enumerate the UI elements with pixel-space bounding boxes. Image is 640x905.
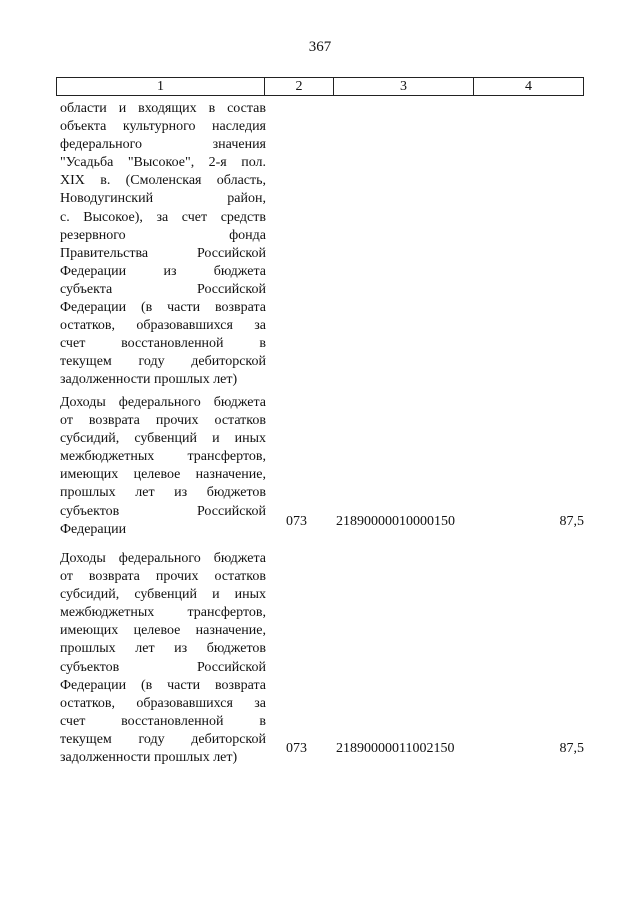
table-row-amount: 87,5 <box>559 741 584 756</box>
description-line: текущем году дебиторской <box>60 731 266 747</box>
description-line: федерального значения <box>60 137 266 153</box>
description-line: Правительства Российской <box>60 245 266 261</box>
description-line: Федерации (в части возврата <box>60 677 266 693</box>
description-line: счет восстановленной в <box>60 336 266 352</box>
description-line: области и входящих в состав <box>60 101 266 116</box>
description-line: от возврата прочих остатков <box>60 413 266 429</box>
description-line: задолженности прошлых лет) <box>60 750 238 766</box>
table-row-description <box>60 550 266 767</box>
description-line: резервного фонда <box>60 227 266 243</box>
description-line: задолженности прошлых лет) <box>60 372 238 388</box>
description-line: счет восстановленной в <box>60 713 266 729</box>
description-line: субъектов Российской <box>60 659 266 675</box>
table-row-kbk: 21890000011002150 <box>336 741 455 756</box>
table-row-description <box>60 394 266 539</box>
description-line: межбюджетных трансфертов, <box>60 449 266 465</box>
description-line: Федерации <box>60 521 127 537</box>
description-line: с. Высокое), за счет средств <box>60 209 266 225</box>
header-col-1: 1 <box>57 78 265 95</box>
description-line: Доходы федерального бюджета <box>60 395 266 410</box>
description-line: имеющих целевое назначение, <box>60 467 266 483</box>
table-header <box>56 77 584 96</box>
description-line: Федерации (в части возврата <box>60 300 266 316</box>
header-col-3: 3 <box>334 78 474 95</box>
description-line: субсидий, субвенций и иных <box>60 431 266 447</box>
description-line: субъектов Российской <box>60 503 266 519</box>
table-row-code: 073 <box>286 741 307 756</box>
header-col-2: 2 <box>265 78 334 95</box>
table-row-code: 073 <box>286 514 307 529</box>
description-line: прошлых лет из бюджетов <box>60 485 266 501</box>
table-row-description <box>60 100 266 390</box>
table-row-amount: 87,5 <box>559 514 584 529</box>
description-line: имеющих целевое назначение, <box>60 623 266 639</box>
description-line: текущем году дебиторской <box>60 354 266 370</box>
description-line: субсидий, субвенций и иных <box>60 587 266 603</box>
description-line: межбюджетных трансфертов, <box>60 605 266 621</box>
header-col-4: 4 <box>525 79 532 94</box>
description-line: остатков, образовавшихся за <box>60 695 266 711</box>
description-line: Доходы федерального бюджета <box>60 551 266 566</box>
description-line: объекта культурного наследия <box>60 119 266 135</box>
table-row-kbk: 21890000010000150 <box>336 514 455 529</box>
description-line: субъекта Российской <box>60 281 266 297</box>
description-line: XIX в. (Смоленская область, <box>60 173 266 189</box>
description-line: Новодугинский район, <box>60 191 266 207</box>
description-line: "Усадьба "Высокое", 2-я пол. <box>60 155 266 171</box>
page-number: 367 <box>308 39 332 55</box>
description-line: остатков, образовавшихся за <box>60 318 266 334</box>
description-line: от возврата прочих остатков <box>60 569 266 585</box>
description-line: прошлых лет из бюджетов <box>60 641 266 657</box>
description-line: Федерации из бюджета <box>60 263 266 279</box>
